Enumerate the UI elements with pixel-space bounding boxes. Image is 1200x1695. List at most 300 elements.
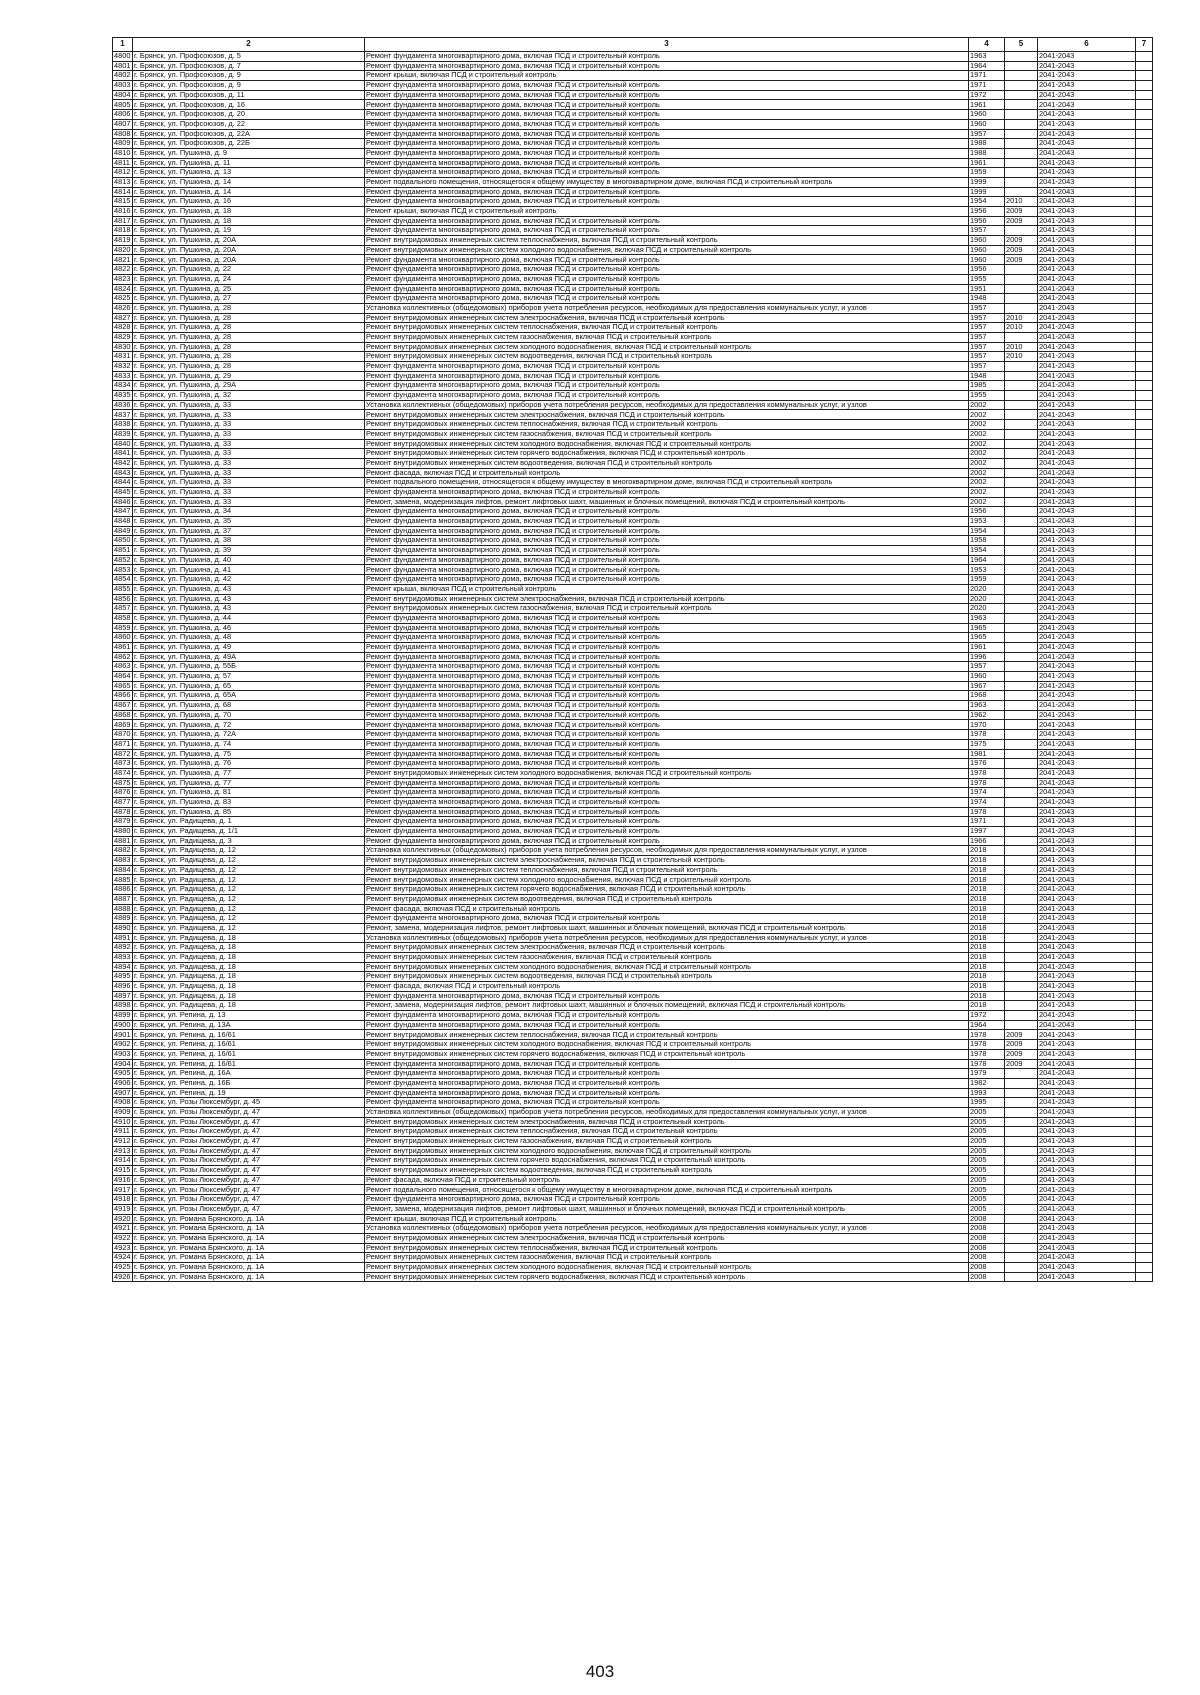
row-number-cell: 4900 <box>113 1020 133 1030</box>
last-repair-year-cell <box>1005 1195 1038 1205</box>
work-type-cell: Ремонт, замена, модернизация лифтов, ремонт лифтовых шахт, машинных и блочных помещений, включая ПСД и строительный контроль <box>365 1001 969 1011</box>
planned-period-cell: 2041-2043 <box>1038 536 1136 546</box>
work-type-cell: Ремонт внутридомовых инженерных систем газоснабжения, включая ПСД и строительный контроль <box>365 332 969 342</box>
extra-cell <box>1136 749 1153 759</box>
address-cell: г. Брянск, ул. Радищева, д. 12 <box>133 885 365 895</box>
planned-period-cell: 2041-2043 <box>1038 962 1136 972</box>
row-number-cell: 4823 <box>113 274 133 284</box>
last-repair-year-cell <box>1005 710 1038 720</box>
extra-cell <box>1136 303 1153 313</box>
planned-period-cell: 2041-2043 <box>1038 236 1136 246</box>
row-number-cell: 4805 <box>113 100 133 110</box>
last-repair-year-cell <box>1005 1272 1038 1282</box>
extra-cell <box>1136 836 1153 846</box>
build-year-cell: 2008 <box>969 1233 1005 1243</box>
table-row <box>113 1040 1153 1050</box>
last-repair-year-cell <box>1005 517 1038 527</box>
extra-cell <box>1136 1253 1153 1263</box>
build-year-cell: 1957 <box>969 332 1005 342</box>
last-repair-year-cell: 2009 <box>1005 245 1038 255</box>
extra-cell <box>1136 158 1153 168</box>
planned-period-cell: 2041-2043 <box>1038 894 1136 904</box>
last-repair-year-cell: 2010 <box>1005 313 1038 323</box>
extra-cell <box>1136 807 1153 817</box>
table-row <box>113 672 1153 682</box>
planned-period-cell: 2041-2043 <box>1038 952 1136 962</box>
build-year-cell: 2005 <box>969 1127 1005 1137</box>
address-cell: г. Брянск, ул. Пушкина, д. 39 <box>133 546 365 556</box>
planned-period-cell: 2041-2043 <box>1038 362 1136 372</box>
work-type-cell: Ремонт фундамента многоквартирного дома, включая ПСД и строительный контроль <box>365 158 969 168</box>
table-row <box>113 1214 1153 1224</box>
planned-period-cell: 2041-2043 <box>1038 701 1136 711</box>
address-cell: г. Брянск, ул. Пушкина, д. 72А <box>133 730 365 740</box>
address-cell: г. Брянск, ул. Радищева, д. 12 <box>133 904 365 914</box>
address-cell: г. Брянск, ул. Радищева, д. 12 <box>133 846 365 856</box>
extra-cell <box>1136 555 1153 565</box>
build-year-cell: 2002 <box>969 487 1005 497</box>
build-year-cell: 2018 <box>969 904 1005 914</box>
planned-period-cell: 2041-2043 <box>1038 749 1136 759</box>
address-cell: г. Брянск, ул. Розы Люксембург, д. 47 <box>133 1166 365 1176</box>
table-row <box>113 197 1153 207</box>
address-cell: г. Брянск, ул. Пушкина, д. 70 <box>133 710 365 720</box>
row-number-cell: 4893 <box>113 952 133 962</box>
planned-period-cell: 2041-2043 <box>1038 904 1136 914</box>
page-number: 403 <box>585 1662 615 1681</box>
row-number-cell: 4901 <box>113 1030 133 1040</box>
row-number-cell: 4867 <box>113 701 133 711</box>
extra-cell <box>1136 923 1153 933</box>
work-type-cell: Ремонт внутридомовых инженерных систем электроснабжения, включая ПСД и строительный контроль <box>365 856 969 866</box>
address-cell: г. Брянск, ул. Пушкина, д. 33 <box>133 420 365 430</box>
planned-period-cell: 2041-2043 <box>1038 439 1136 449</box>
last-repair-year-cell <box>1005 526 1038 536</box>
row-number-cell: 4807 <box>113 119 133 129</box>
table-row <box>113 662 1153 672</box>
row-number-cell: 4829 <box>113 332 133 342</box>
planned-period-cell: 2041-2043 <box>1038 555 1136 565</box>
address-cell: г. Брянск, ул. Пушкина, д. 28 <box>133 323 365 333</box>
table-row <box>113 720 1153 730</box>
build-year-cell: 1974 <box>969 797 1005 807</box>
table-row <box>113 1098 1153 1108</box>
work-type-cell: Ремонт фундамента многоквартирного дома, включая ПСД и строительный контроль <box>365 1195 969 1205</box>
planned-period-cell: 2041-2043 <box>1038 1078 1136 1088</box>
table-row <box>113 487 1153 497</box>
last-repair-year-cell <box>1005 575 1038 585</box>
last-repair-year-cell <box>1005 836 1038 846</box>
column-header-7: 7 <box>1136 38 1153 52</box>
planned-period-cell: 2041-2043 <box>1038 1137 1136 1147</box>
planned-period-cell: 2041-2043 <box>1038 284 1136 294</box>
planned-period-cell: 2041-2043 <box>1038 827 1136 837</box>
extra-cell <box>1136 245 1153 255</box>
address-cell: г. Брянск, ул. Радищева, д. 12 <box>133 856 365 866</box>
row-number-cell: 4839 <box>113 429 133 439</box>
extra-cell <box>1136 236 1153 246</box>
planned-period-cell: 2041-2043 <box>1038 497 1136 507</box>
address-cell: г. Брянск, ул. Пушкина, д. 76 <box>133 759 365 769</box>
work-type-cell: Ремонт внутридомовых инженерных систем электроснабжения, включая ПСД и строительный контроль <box>365 1233 969 1243</box>
work-type-cell: Ремонт фундамента многоквартирного дома, включая ПСД и строительный контроль <box>365 788 969 798</box>
table-row <box>113 52 1153 62</box>
extra-cell <box>1136 197 1153 207</box>
work-type-cell: Ремонт фундамента многоквартирного дома, включая ПСД и строительный контроль <box>365 284 969 294</box>
table-row <box>113 458 1153 468</box>
address-cell: г. Брянск, ул. Профсоюзов, д. 16 <box>133 100 365 110</box>
build-year-cell: 1972 <box>969 1011 1005 1021</box>
work-type-cell: Ремонт крыши, включая ПСД и строительный контроль <box>365 207 969 217</box>
work-type-cell: Ремонт внутридомовых инженерных систем теплоснабжения, включая ПСД и строительный контроль <box>365 1030 969 1040</box>
build-year-cell: 1957 <box>969 226 1005 236</box>
work-type-cell: Ремонт внутридомовых инженерных систем водоотведения, включая ПСД и строительный контроль <box>365 894 969 904</box>
extra-cell <box>1136 1088 1153 1098</box>
work-type-cell: Ремонт внутридомовых инженерных систем холодного водоснабжения, включая ПСД и строительный контроль <box>365 342 969 352</box>
build-year-cell: 1956 <box>969 265 1005 275</box>
extra-cell <box>1136 962 1153 972</box>
extra-cell <box>1136 652 1153 662</box>
address-cell: г. Брянск, ул. Пушкина, д. 11 <box>133 158 365 168</box>
build-year-cell: 1971 <box>969 81 1005 91</box>
work-type-cell: Ремонт фундамента многоквартирного дома, включая ПСД и строительный контроль <box>365 701 969 711</box>
extra-cell <box>1136 952 1153 962</box>
extra-cell <box>1136 420 1153 430</box>
build-year-cell: 1988 <box>969 148 1005 158</box>
extra-cell <box>1136 730 1153 740</box>
last-repair-year-cell <box>1005 691 1038 701</box>
address-cell: г. Брянск, ул. Пушкина, д. 33 <box>133 429 365 439</box>
build-year-cell: 2020 <box>969 594 1005 604</box>
extra-cell <box>1136 61 1153 71</box>
row-number-cell: 4886 <box>113 885 133 895</box>
last-repair-year-cell <box>1005 759 1038 769</box>
work-type-cell: Ремонт крыши, включая ПСД и строительный контроль <box>365 71 969 81</box>
build-year-cell: 1960 <box>969 119 1005 129</box>
extra-cell <box>1136 1030 1153 1040</box>
address-cell: г. Брянск, ул. Пушкина, д. 9 <box>133 148 365 158</box>
work-type-cell: Ремонт внутридомовых инженерных систем горячего водоснабжения, включая ПСД и строительный контроль <box>365 885 969 895</box>
address-cell: г. Брянск, ул. Пушкина, д. 28 <box>133 342 365 352</box>
last-repair-year-cell <box>1005 1175 1038 1185</box>
extra-cell <box>1136 536 1153 546</box>
table-row <box>113 187 1153 197</box>
work-type-cell: Ремонт фундамента многоквартирного дома, включая ПСД и строительный контроль <box>365 555 969 565</box>
build-year-cell: 2020 <box>969 584 1005 594</box>
table-row <box>113 1001 1153 1011</box>
work-type-cell: Ремонт внутридомовых инженерных систем горячего водоснабжения, включая ПСД и строительный контроль <box>365 1156 969 1166</box>
work-type-cell: Ремонт внутридомовых инженерных систем электроснабжения, включая ПСД и строительный контроль <box>365 943 969 953</box>
last-repair-year-cell <box>1005 507 1038 517</box>
build-year-cell: 2005 <box>969 1195 1005 1205</box>
address-cell: г. Брянск, ул. Пушкина, д. 48 <box>133 633 365 643</box>
address-cell: г. Брянск, ул. Романа Брянского, д. 1А <box>133 1272 365 1282</box>
extra-cell <box>1136 52 1153 62</box>
table-row <box>113 100 1153 110</box>
row-number-cell: 4877 <box>113 797 133 807</box>
planned-period-cell: 2041-2043 <box>1038 788 1136 798</box>
planned-period-cell: 2041-2043 <box>1038 332 1136 342</box>
work-type-cell: Ремонт внутридомовых инженерных систем водоотведения, включая ПСД и строительный контроль <box>365 1166 969 1176</box>
address-cell: г. Брянск, ул. Романа Брянского, д. 1А <box>133 1224 365 1234</box>
address-cell: г. Брянск, ул. Пушкина, д. 22 <box>133 265 365 275</box>
extra-cell <box>1136 177 1153 187</box>
address-cell: г. Брянск, ул. Пушкина, д. 83 <box>133 797 365 807</box>
build-year-cell: 2005 <box>969 1137 1005 1147</box>
last-repair-year-cell <box>1005 1233 1038 1243</box>
address-cell: г. Брянск, ул. Романа Брянского, д. 1А <box>133 1243 365 1253</box>
planned-period-cell: 2041-2043 <box>1038 52 1136 62</box>
work-type-cell: Ремонт фундамента многоквартирного дома, включая ПСД и строительный контроль <box>365 81 969 91</box>
work-type-cell: Ремонт внутридомовых инженерных систем теплоснабжения, включая ПСД и строительный контроль <box>365 236 969 246</box>
build-year-cell: 1978 <box>969 1030 1005 1040</box>
address-cell: г. Брянск, ул. Пушкина, д. 42 <box>133 575 365 585</box>
last-repair-year-cell <box>1005 1078 1038 1088</box>
extra-cell <box>1136 207 1153 217</box>
work-type-cell: Ремонт фундамента многоквартирного дома, включая ПСД и строительный контроль <box>365 836 969 846</box>
extra-cell <box>1136 526 1153 536</box>
build-year-cell: 1988 <box>969 139 1005 149</box>
work-type-cell: Ремонт фундамента многоквартирного дома, включая ПСД и строительный контроль <box>365 487 969 497</box>
extra-cell <box>1136 507 1153 517</box>
work-type-cell: Ремонт внутридомовых инженерных систем электроснабжения, включая ПСД и строительный контроль <box>365 410 969 420</box>
address-cell: г. Брянск, ул. Пушкина, д. 33 <box>133 458 365 468</box>
row-number-cell: 4880 <box>113 827 133 837</box>
work-type-cell: Ремонт внутридомовых инженерных систем теплоснабжения, включая ПСД и строительный контроль <box>365 1243 969 1253</box>
last-repair-year-cell <box>1005 536 1038 546</box>
last-repair-year-cell: 2010 <box>1005 197 1038 207</box>
build-year-cell: 2008 <box>969 1243 1005 1253</box>
row-number-cell: 4902 <box>113 1040 133 1050</box>
last-repair-year-cell <box>1005 177 1038 187</box>
address-cell: г. Брянск, ул. Пушкина, д. 13 <box>133 168 365 178</box>
extra-cell <box>1136 1166 1153 1176</box>
address-cell: г. Брянск, ул. Пушкина, д. 68 <box>133 701 365 711</box>
extra-cell <box>1136 478 1153 488</box>
table-row <box>113 400 1153 410</box>
build-year-cell: 1957 <box>969 342 1005 352</box>
last-repair-year-cell <box>1005 1137 1038 1147</box>
table-row <box>113 362 1153 372</box>
address-cell: г. Брянск, ул. Пушкина, д. 44 <box>133 613 365 623</box>
last-repair-year-cell <box>1005 400 1038 410</box>
extra-cell <box>1136 439 1153 449</box>
last-repair-year-cell <box>1005 1011 1038 1021</box>
address-cell: г. Брянск, ул. Профсоюзов, д. 7 <box>133 61 365 71</box>
extra-cell <box>1136 701 1153 711</box>
last-repair-year-cell <box>1005 865 1038 875</box>
table-row <box>113 1262 1153 1272</box>
work-type-cell: Ремонт внутридомовых инженерных систем газоснабжения, включая ПСД и строительный контроль <box>365 952 969 962</box>
build-year-cell: 1965 <box>969 633 1005 643</box>
planned-period-cell: 2041-2043 <box>1038 1020 1136 1030</box>
address-cell: г. Брянск, ул. Репина, д. 13 <box>133 1011 365 1021</box>
planned-period-cell: 2041-2043 <box>1038 1195 1136 1205</box>
planned-period-cell: 2041-2043 <box>1038 759 1136 769</box>
table-row <box>113 1166 1153 1176</box>
extra-cell <box>1136 313 1153 323</box>
address-cell: г. Брянск, ул. Радищева, д. 18 <box>133 982 365 992</box>
extra-cell <box>1136 856 1153 866</box>
build-year-cell: 2002 <box>969 420 1005 430</box>
last-repair-year-cell <box>1005 1020 1038 1030</box>
last-repair-year-cell: 2009 <box>1005 1040 1038 1050</box>
planned-period-cell: 2041-2043 <box>1038 177 1136 187</box>
row-number-cell: 4879 <box>113 817 133 827</box>
build-year-cell: 1963 <box>969 52 1005 62</box>
address-cell: г. Брянск, ул. Профсоюзов, д. 22 <box>133 119 365 129</box>
build-year-cell: 1960 <box>969 245 1005 255</box>
address-cell: г. Брянск, ул. Пушкина, д. 33 <box>133 400 365 410</box>
planned-period-cell: 2041-2043 <box>1038 294 1136 304</box>
build-year-cell: 1978 <box>969 1059 1005 1069</box>
work-type-cell: Установка коллективных (общедомовых) приборов учета потребления ресурсов, необходимых для предоставления коммунальных услуг, и узлов <box>365 1107 969 1117</box>
table-row <box>113 1059 1153 1069</box>
work-type-cell: Ремонт внутридомовых инженерных систем водоотведения, включая ПСД и строительный контроль <box>365 352 969 362</box>
planned-period-cell: 2041-2043 <box>1038 594 1136 604</box>
row-number-cell: 4858 <box>113 613 133 623</box>
table-row <box>113 962 1153 972</box>
work-type-cell: Ремонт фундамента многоквартирного дома, включая ПСД и строительный контроль <box>365 362 969 372</box>
address-cell: г. Брянск, ул. Пушкина, д. 46 <box>133 623 365 633</box>
build-year-cell: 1948 <box>969 371 1005 381</box>
planned-period-cell: 2041-2043 <box>1038 846 1136 856</box>
extra-cell <box>1136 342 1153 352</box>
address-cell: г. Брянск, ул. Радищева, д. 12 <box>133 894 365 904</box>
extra-cell <box>1136 1078 1153 1088</box>
row-number-cell: 4804 <box>113 90 133 100</box>
build-year-cell: 1970 <box>969 720 1005 730</box>
extra-cell <box>1136 90 1153 100</box>
last-repair-year-cell: 2010 <box>1005 342 1038 352</box>
address-cell: г. Брянск, ул. Пушкина, д. 33 <box>133 487 365 497</box>
address-cell: г. Брянск, ул. Пушкина, д. 28 <box>133 313 365 323</box>
address-cell: г. Брянск, ул. Пушкина, д. 41 <box>133 565 365 575</box>
planned-period-cell: 2041-2043 <box>1038 604 1136 614</box>
planned-period-cell: 2041-2043 <box>1038 381 1136 391</box>
build-year-cell: 1961 <box>969 158 1005 168</box>
extra-cell <box>1136 613 1153 623</box>
build-year-cell: 2018 <box>969 933 1005 943</box>
address-cell: г. Брянск, ул. Радищева, д. 1 <box>133 817 365 827</box>
row-number-cell: 4923 <box>113 1243 133 1253</box>
table-row <box>113 894 1153 904</box>
row-number-cell: 4818 <box>113 226 133 236</box>
address-cell: г. Брянск, ул. Розы Люксембург, д. 47 <box>133 1195 365 1205</box>
work-type-cell: Ремонт крыши, включая ПСД и строительный контроль <box>365 584 969 594</box>
build-year-cell: 2008 <box>969 1272 1005 1282</box>
planned-period-cell: 2041-2043 <box>1038 730 1136 740</box>
last-repair-year-cell <box>1005 749 1038 759</box>
row-number-cell: 4806 <box>113 110 133 120</box>
planned-period-cell: 2041-2043 <box>1038 1040 1136 1050</box>
planned-period-cell: 2041-2043 <box>1038 110 1136 120</box>
last-repair-year-cell <box>1005 1001 1038 1011</box>
table-row <box>113 226 1153 236</box>
work-type-cell: Ремонт внутридомовых инженерных систем водоотведения, включая ПСД и строительный контроль <box>365 458 969 468</box>
work-type-cell: Ремонт внутридомовых инженерных систем электроснабжения, включая ПСД и строительный контроль <box>365 1117 969 1127</box>
work-type-cell: Ремонт фундамента многоквартирного дома, включая ПСД и строительный контроль <box>365 371 969 381</box>
build-year-cell: 1978 <box>969 807 1005 817</box>
table-row <box>113 1233 1153 1243</box>
build-year-cell: 1956 <box>969 216 1005 226</box>
row-number-cell: 4845 <box>113 487 133 497</box>
planned-period-cell: 2041-2043 <box>1038 507 1136 517</box>
address-cell: г. Брянск, ул. Пушкина, д. 49 <box>133 642 365 652</box>
last-repair-year-cell <box>1005 914 1038 924</box>
last-repair-year-cell <box>1005 429 1038 439</box>
build-year-cell: 1985 <box>969 381 1005 391</box>
work-type-cell: Ремонт внутридомовых инженерных систем горячего водоснабжения, включая ПСД и строительный контроль <box>365 1272 969 1282</box>
last-repair-year-cell <box>1005 623 1038 633</box>
last-repair-year-cell <box>1005 1204 1038 1214</box>
row-number-cell: 4840 <box>113 439 133 449</box>
planned-period-cell: 2041-2043 <box>1038 158 1136 168</box>
address-cell: г. Брянск, ул. Пушкина, д. 20А <box>133 245 365 255</box>
extra-cell <box>1136 449 1153 459</box>
table-row <box>113 681 1153 691</box>
last-repair-year-cell <box>1005 274 1038 284</box>
planned-period-cell: 2041-2043 <box>1038 429 1136 439</box>
build-year-cell: 2020 <box>969 604 1005 614</box>
table-row <box>113 177 1153 187</box>
address-cell: г. Брянск, ул. Розы Люксембург, д. 47 <box>133 1175 365 1185</box>
table-row <box>113 759 1153 769</box>
build-year-cell: 1960 <box>969 672 1005 682</box>
address-cell: г. Брянск, ул. Профсоюзов, д. 9 <box>133 81 365 91</box>
planned-period-cell: 2041-2043 <box>1038 139 1136 149</box>
planned-period-cell: 2041-2043 <box>1038 982 1136 992</box>
last-repair-year-cell <box>1005 487 1038 497</box>
build-year-cell: 2008 <box>969 1224 1005 1234</box>
planned-period-cell: 2041-2043 <box>1038 691 1136 701</box>
extra-cell <box>1136 662 1153 672</box>
build-year-cell: 1971 <box>969 71 1005 81</box>
last-repair-year-cell <box>1005 52 1038 62</box>
planned-period-cell: 2041-2043 <box>1038 662 1136 672</box>
last-repair-year-cell <box>1005 739 1038 749</box>
row-number-cell: 4863 <box>113 662 133 672</box>
last-repair-year-cell <box>1005 1253 1038 1263</box>
table-row <box>113 352 1153 362</box>
planned-period-cell: 2041-2043 <box>1038 129 1136 139</box>
address-cell: г. Брянск, ул. Пушкина, д. 57 <box>133 672 365 682</box>
extra-cell <box>1136 739 1153 749</box>
table-row <box>113 885 1153 895</box>
build-year-cell: 1951 <box>969 284 1005 294</box>
planned-period-cell: 2041-2043 <box>1038 1253 1136 1263</box>
extra-cell <box>1136 332 1153 342</box>
last-repair-year-cell: 2009 <box>1005 207 1038 217</box>
extra-cell <box>1136 323 1153 333</box>
row-number-cell: 4825 <box>113 294 133 304</box>
work-type-cell: Ремонт фундамента многоквартирного дома, включая ПСД и строительный контроль <box>365 720 969 730</box>
row-number-cell: 4826 <box>113 303 133 313</box>
address-cell: г. Брянск, ул. Розы Люксембург, д. 47 <box>133 1185 365 1195</box>
row-number-cell: 4869 <box>113 720 133 730</box>
table-row <box>113 1020 1153 1030</box>
table-row <box>113 827 1153 837</box>
extra-cell <box>1136 1040 1153 1050</box>
table-row <box>113 797 1153 807</box>
row-number-cell: 4912 <box>113 1137 133 1147</box>
row-number-cell: 4896 <box>113 982 133 992</box>
planned-period-cell: 2041-2043 <box>1038 642 1136 652</box>
table-row <box>113 71 1153 81</box>
address-cell: г. Брянск, ул. Розы Люксембург, д. 47 <box>133 1107 365 1117</box>
planned-period-cell: 2041-2043 <box>1038 914 1136 924</box>
address-cell: г. Брянск, ул. Репина, д. 19 <box>133 1088 365 1098</box>
